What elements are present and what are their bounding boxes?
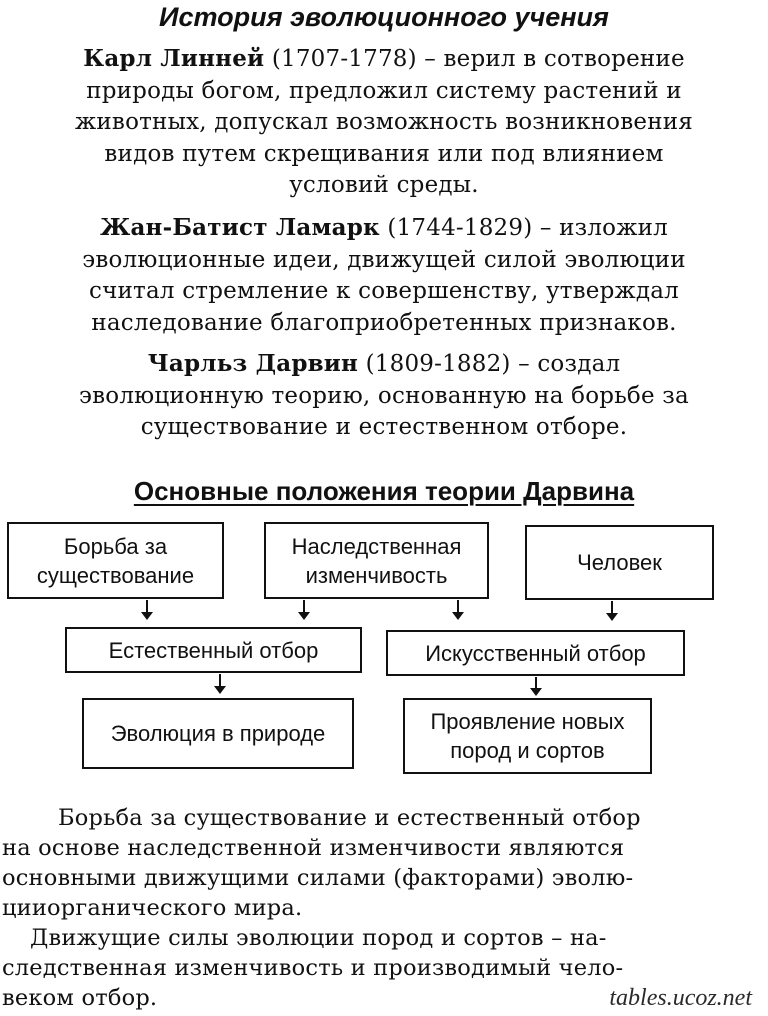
- page-title: История эволюционного учения: [159, 2, 609, 32]
- darwin-name: Чарльз Дарвин: [147, 350, 359, 377]
- linnaeus-years: (1707-1778): [271, 46, 417, 72]
- conclusion-paragraph: [0, 803, 768, 1013]
- lamarck-line-4: наследование благоприобретенных признаков.: [91, 309, 677, 336]
- linnaeus-line-3: животных, допускал возможность возникновения: [75, 109, 693, 135]
- darwin-line-1: Чарльз Дарвин (1809-1882) – создал: [147, 350, 621, 377]
- lamarck-line-3: считал стремление к совершенству, утверждал: [89, 278, 679, 304]
- box-artificial-selection: Искусственный отбор: [386, 630, 685, 676]
- lamarck-line-1: Жан-Батист Ламарк (1744-1829) – изложил: [100, 214, 668, 241]
- darwin-line-2: эволюционную теорию, основанную на борьбе за: [79, 382, 689, 409]
- arrow-struggle-to-natural-selection: [146, 600, 148, 614]
- lamarck-paragraph: [0, 212, 768, 339]
- watermark-text: tables.ucoz.net: [605, 985, 756, 1012]
- conclusion-line-1: Борьба за существование и естественный отбор: [58, 805, 641, 831]
- conclusion-line-3: основными движущими силами (факторами) эволю-: [2, 865, 634, 891]
- linnaeus-paragraph: [0, 43, 768, 202]
- box-natural-selection: Естественный отбор: [65, 627, 362, 673]
- diagram-title: Основные положения теории Дарвина: [133, 476, 635, 506]
- linnaeus-name: Карл Линней: [83, 45, 265, 72]
- arrow-artificial-selection-to-new-breeds: [535, 677, 537, 690]
- arrow-heredity-to-natural-selection: [303, 600, 305, 614]
- darwin-paragraph: [0, 348, 768, 444]
- linnaeus-line-4: видов путем скрещивания или под влиянием: [104, 140, 664, 167]
- lamarck-years: (1744-1829): [387, 215, 533, 241]
- darwin-years: (1809-1882): [365, 351, 511, 377]
- box-evolution-in-nature: Эволюция в природе: [82, 698, 354, 769]
- arrow-human-to-artificial-selection: [611, 601, 613, 615]
- linnaeus-line-2: природы богом, предложил систему растений и: [86, 77, 682, 104]
- conclusion-line-7: веком отбор.: [2, 985, 158, 1011]
- darwin-line-3: существование и естественном отборе.: [140, 414, 628, 440]
- conclusion-line-5: Движущие силы эволюции пород и сортов – на-: [30, 925, 607, 951]
- linnaeus-line-5: условий среды.: [289, 172, 479, 198]
- box-human: Человек: [525, 525, 714, 600]
- conclusion-line-4: цииорганического мира.: [2, 895, 303, 921]
- arrow-natural-selection-to-evolution: [219, 674, 221, 688]
- conclusion-line-2: на основе наследственной изменчивости являются: [2, 835, 625, 861]
- linnaeus-line-1: Карл Линней (1707-1778) – верил в сотворение: [83, 45, 685, 72]
- box-hereditary-variability: Наследственная изменчивость: [264, 522, 489, 599]
- conclusion-line-6: следственная изменчивость и производимый чело-: [2, 955, 624, 981]
- lamarck-name: Жан-Батист Ламарк: [100, 214, 380, 241]
- box-struggle-for-existence: Борьба за существование: [7, 522, 224, 599]
- lamarck-line-2: эволюционные идеи, движущей силой эволюции: [82, 246, 686, 273]
- arrow-heredity-to-artificial-selection: [457, 600, 459, 614]
- box-new-breeds-and-varieties: Проявление новых пород и сортов: [403, 698, 652, 774]
